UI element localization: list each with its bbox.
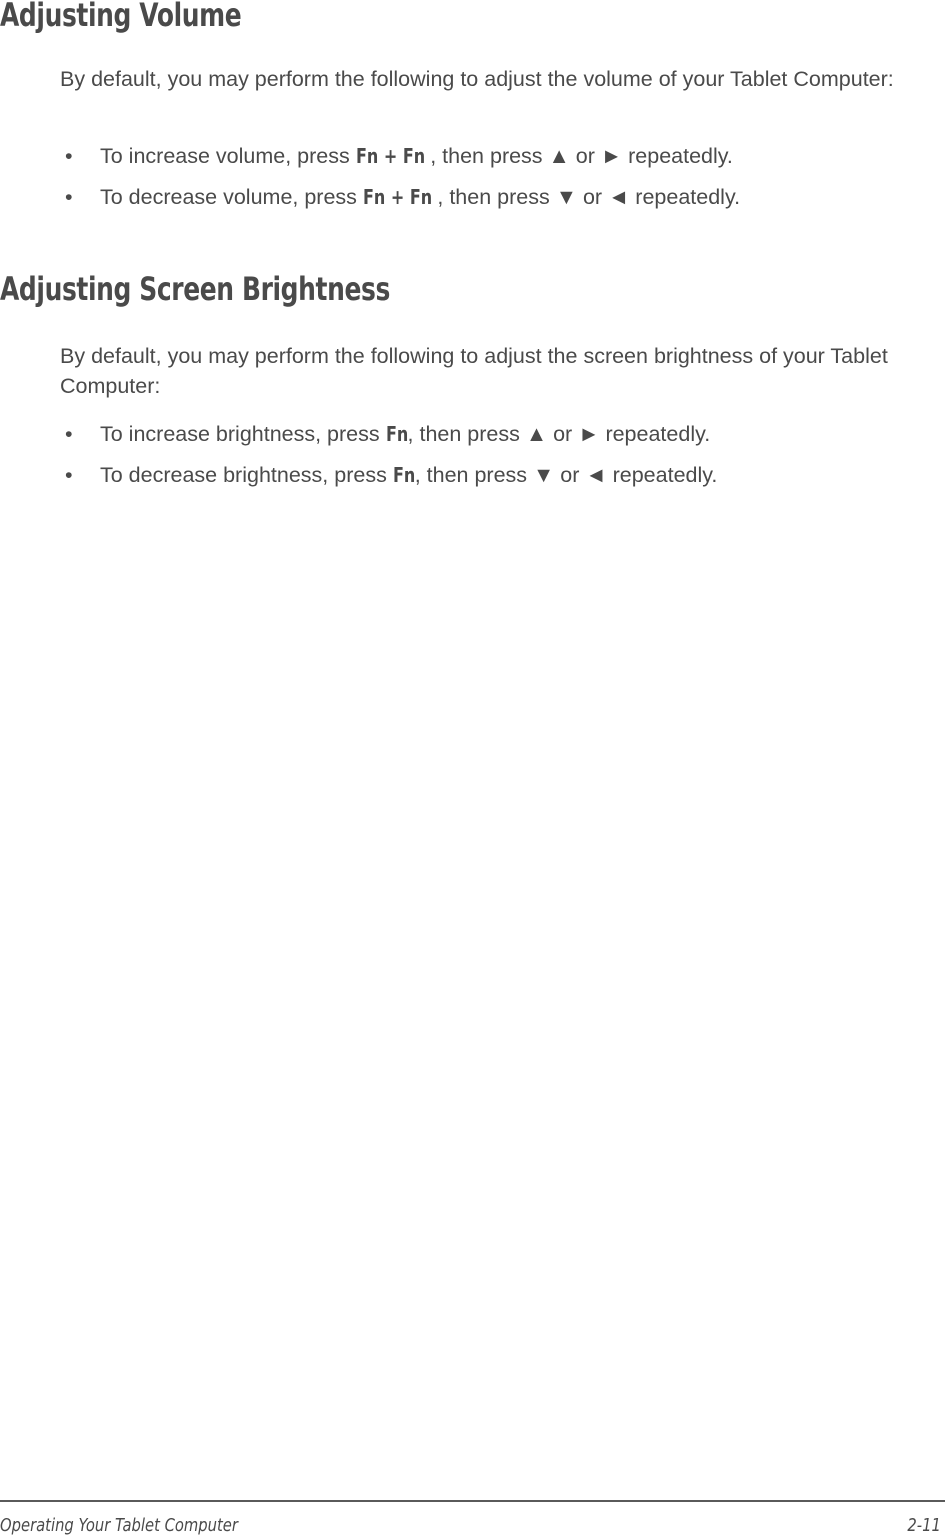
bullet-text: To increase volume, press xyxy=(100,144,356,168)
bullet-text: To decrease brightness, press xyxy=(100,463,393,487)
footer-page-number: 2-11 xyxy=(907,1515,941,1536)
bullet-text: , then press ▼ or ◄ repeatedly. xyxy=(414,463,718,487)
bullet-text: , then press ▲ or ► repeatedly. xyxy=(407,422,711,446)
key-combo: Fn xyxy=(385,422,408,446)
key-combo: Fn + Fn xyxy=(362,185,433,209)
key-combo: Fn + Fn xyxy=(355,144,425,168)
volume-intro-paragraph: By default, you may perform the following to adjust the volume of your Tablet Computer: xyxy=(60,67,894,91)
footer-divider xyxy=(0,1500,945,1502)
volume-bullet-list xyxy=(60,141,920,223)
bullet-text: To increase brightness, press xyxy=(100,422,386,446)
key-combo: Fn xyxy=(392,463,416,487)
bullet-marker: • xyxy=(65,144,73,168)
section-heading-brightness: Adjusting Screen Brightness xyxy=(0,270,390,308)
bullet-marker: • xyxy=(65,422,73,446)
bullet-marker: • xyxy=(65,463,73,487)
list-item-increase-brightness xyxy=(60,419,920,460)
bullet-text: To decrease volume, press xyxy=(100,185,363,209)
section-heading-volume: Adjusting Volume xyxy=(0,0,242,34)
bullet-marker: • xyxy=(65,185,73,209)
list-item-decrease-brightness xyxy=(60,460,920,501)
brightness-bullet-list xyxy=(60,419,920,501)
list-item-increase-volume xyxy=(60,141,920,182)
brightness-intro-paragraph: By default, you may perform the following to adjust the screen brightness of your Tablet Computer: xyxy=(60,344,888,398)
bullet-text: , then press ▼ or ◄ repeatedly. xyxy=(437,185,741,209)
list-item-decrease-volume xyxy=(60,182,920,223)
bullet-text: , then press ▲ or ► repeatedly. xyxy=(430,144,733,168)
footer-chapter-title: Operating Your Tablet Computer xyxy=(0,1515,238,1536)
